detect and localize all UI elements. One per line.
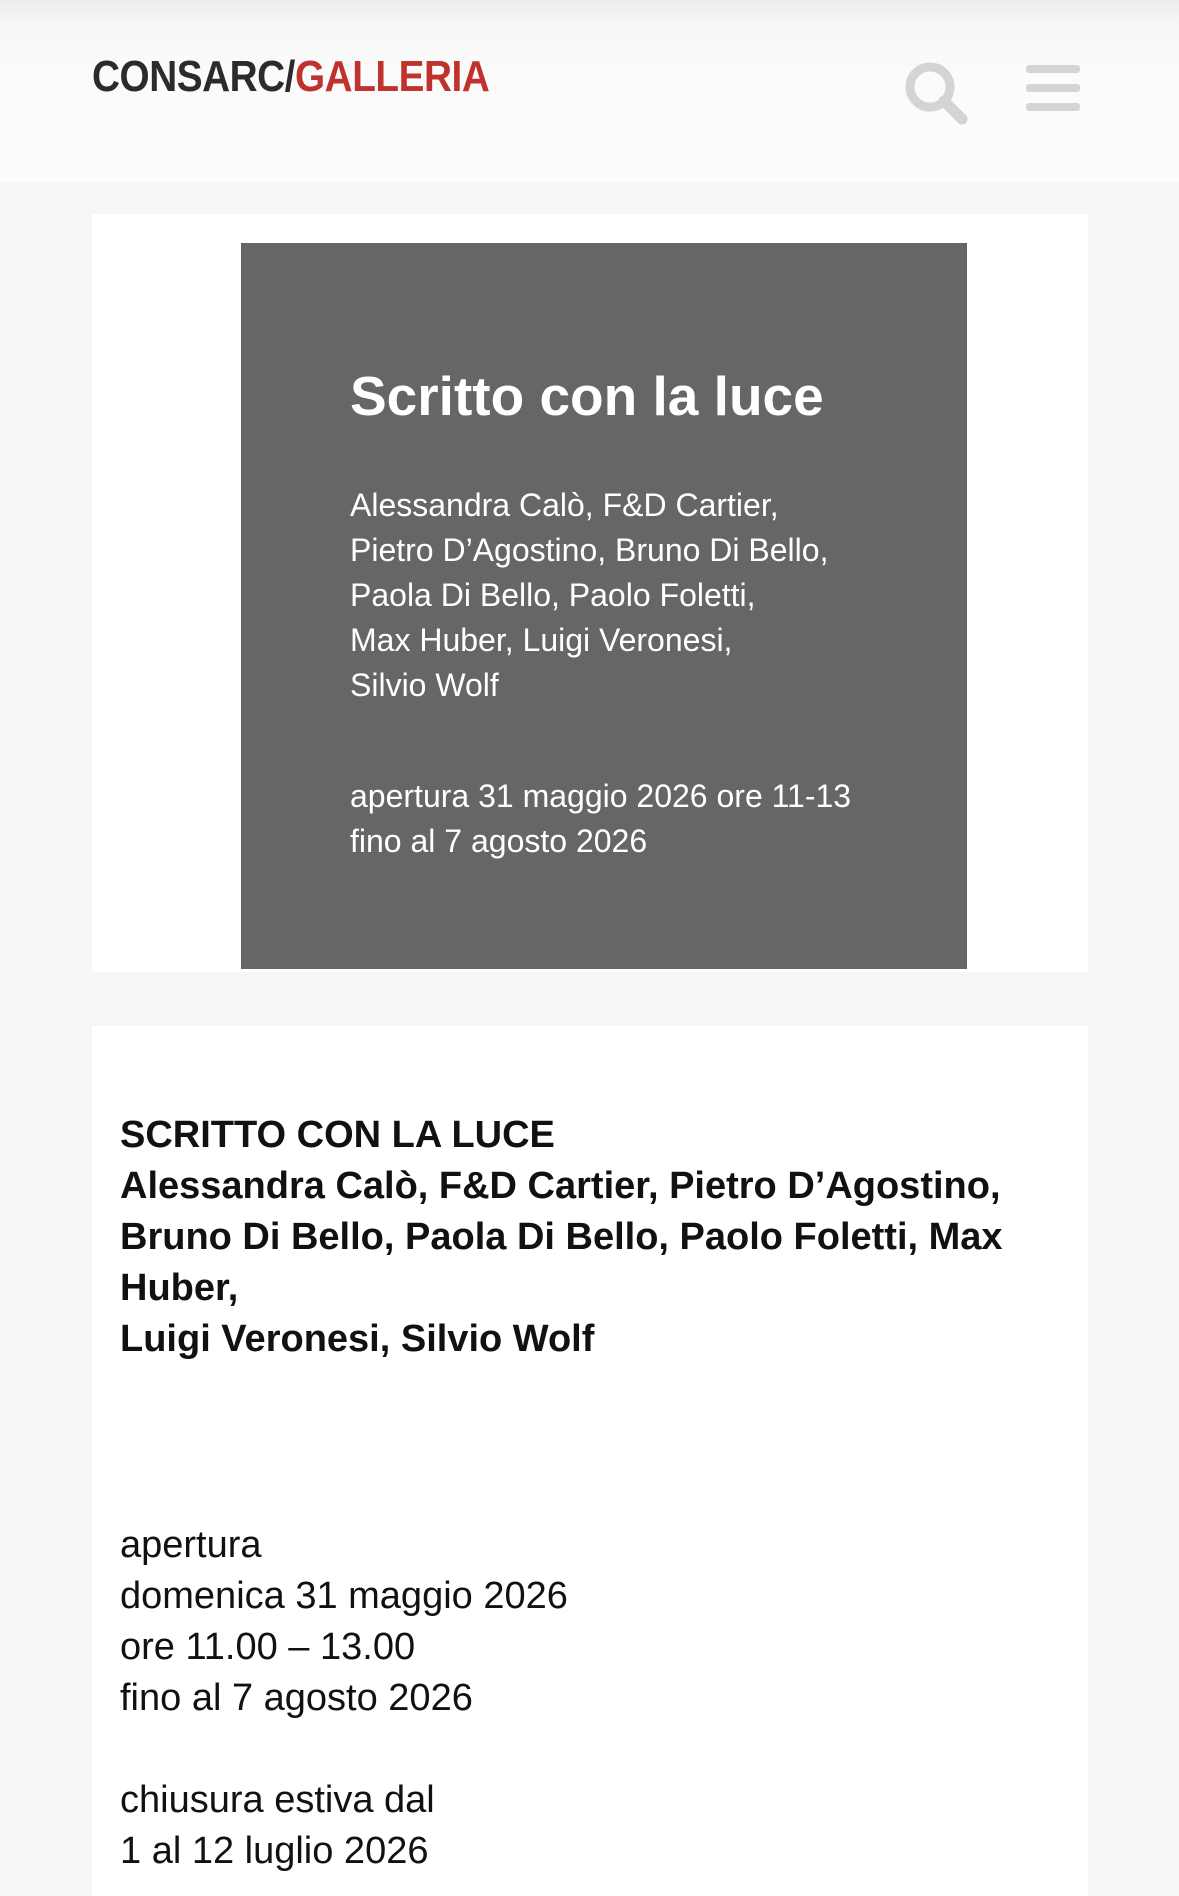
logo-galleria: GALLERIA xyxy=(295,52,490,101)
hamburger-menu-icon xyxy=(1022,62,1084,114)
summer-closing-info xyxy=(120,1775,435,1877)
article-artist-line: Alessandra Calò, F&D Cartier, Pietro D’Agostino, xyxy=(120,1165,1001,1207)
hero-artist-line: Paola Di Bello, Paolo Foletti, xyxy=(350,577,756,613)
closing-line: 1 al 12 luglio 2026 xyxy=(120,1830,429,1872)
site-header xyxy=(0,0,1179,182)
hero-artist-line: Max Huber, Luigi Veronesi, xyxy=(350,622,733,658)
article-artist-line: Huber, xyxy=(120,1267,239,1309)
search-button[interactable] xyxy=(903,60,969,126)
hero-artist-list xyxy=(350,483,950,708)
hero-title: Scritto con la luce xyxy=(350,365,824,427)
hero-date-line: apertura 31 maggio 2026 ore 11-13 xyxy=(350,778,852,814)
site-logo[interactable] xyxy=(92,52,489,102)
exhibition-hero-card[interactable] xyxy=(241,243,967,969)
opening-info xyxy=(120,1520,568,1724)
article-artist-list xyxy=(120,1161,1070,1365)
article-header xyxy=(120,1110,1070,1365)
hero-dates xyxy=(350,774,950,864)
menu-button[interactable] xyxy=(1022,62,1084,114)
opening-line: apertura xyxy=(120,1524,262,1566)
logo-consarc: CONSARC/ xyxy=(92,52,296,101)
hero-artist-line: Pietro D’Agostino, Bruno Di Bello, xyxy=(350,532,829,568)
closing-line: chiusura estiva dal xyxy=(120,1779,435,1821)
opening-line: domenica 31 maggio 2026 xyxy=(120,1575,568,1617)
opening-line: fino al 7 agosto 2026 xyxy=(120,1677,473,1719)
article-artist-line: Luigi Veronesi, Silvio Wolf xyxy=(120,1318,595,1360)
article-artist-line: Bruno Di Bello, Paola Di Bello, Paolo Foletti, Max xyxy=(120,1216,1003,1258)
opening-line: ore 11.00 – 13.00 xyxy=(120,1626,416,1668)
hero-artist-line: Silvio Wolf xyxy=(350,667,499,703)
article-title: SCRITTO CON LA LUCE xyxy=(120,1114,555,1156)
hero-date-line: fino al 7 agosto 2026 xyxy=(350,823,648,859)
hero-artist-line: Alessandra Calò, F&D Cartier, xyxy=(350,487,779,523)
search-icon xyxy=(903,60,969,126)
